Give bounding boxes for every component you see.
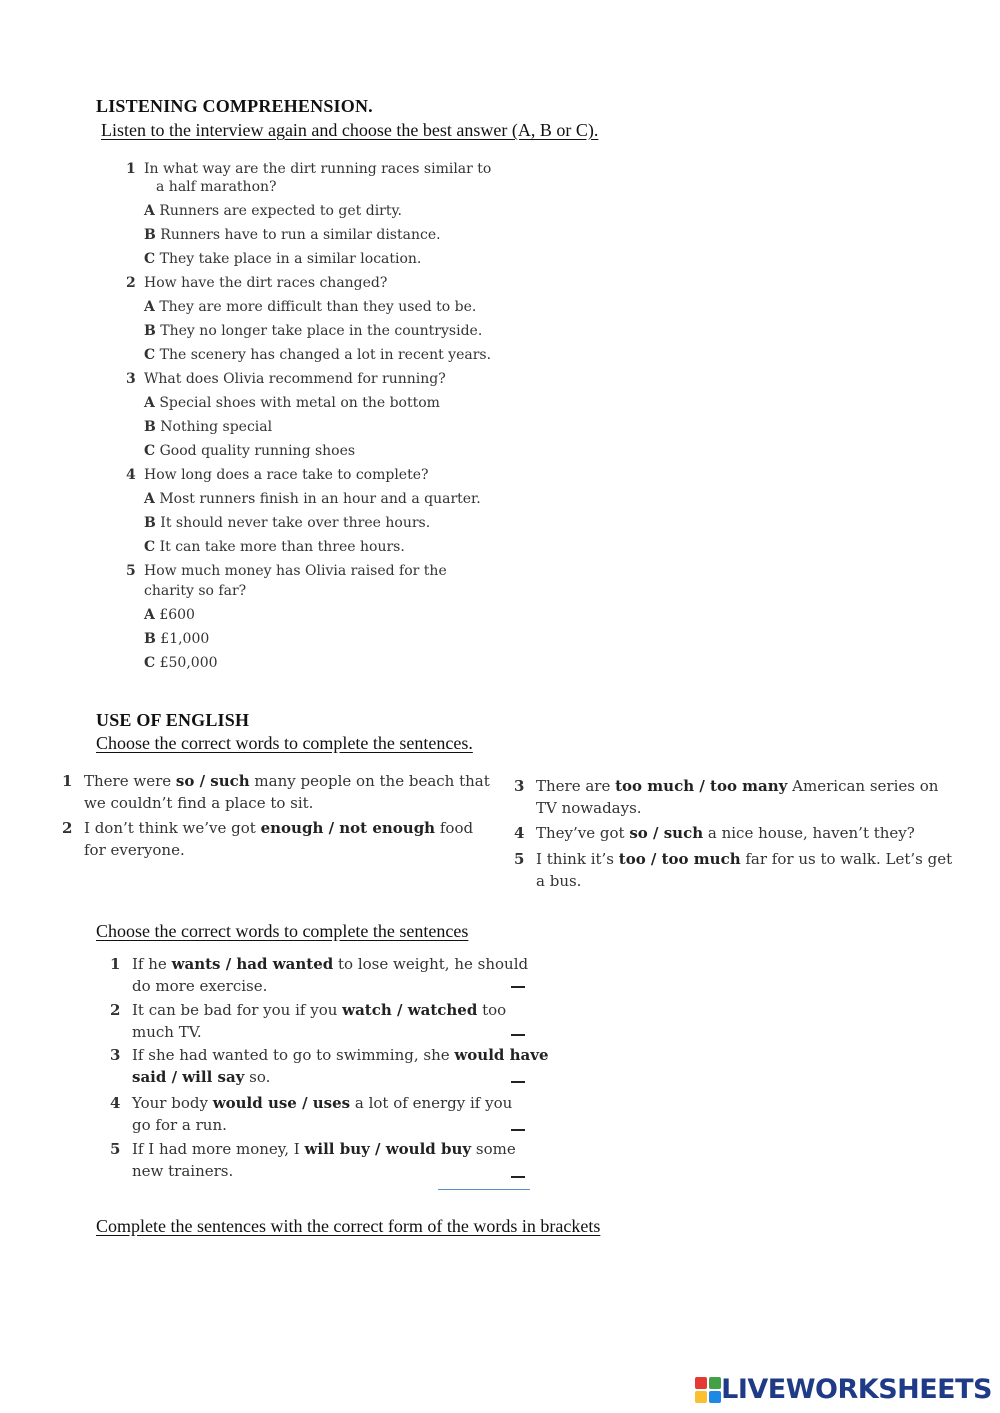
cond-item-5: 5 If I had more money, I will buy / would buy some new trainers. [110,1140,516,1180]
listening-questions [126,159,546,673]
choice[interactable]: watch / watched [342,1001,478,1019]
cond-item-2: 2 It can be bad for you if you watch / watched too much TV. [110,1001,507,1041]
choice[interactable]: would have said / will say [132,1046,549,1086]
choice[interactable]: too / too much [618,850,741,868]
question-5-cont: charity so far? [144,583,247,599]
cond-item-1: 1 If he wants / had wanted to lose weight, he should do more exercise. [110,955,529,995]
question-3: 3 What does Olivia recommend for running? [126,371,446,387]
listening-instruction: Listen to the interview again and choose the best answer (A, B or C). [101,120,599,140]
question-5: 5 How much money has Olivia raised for the [126,563,447,579]
word-formation-instruction: Complete the sentences with the correct form of the words in brackets [96,1216,601,1236]
option[interactable]: A £600 [144,607,195,623]
choice[interactable]: wants / had wanted [171,955,334,973]
question-2: 2 How have the dirt races changed? [126,275,388,291]
question-1: 1 In what way are the dirt running races similar to [126,161,492,177]
choice[interactable]: so / such [629,824,704,842]
uoe-item-1: 1 There were so / such many people on the beach that we couldn’t find a place to sit. [62,772,490,812]
option[interactable]: B They no longer take place in the countryside. [144,323,483,339]
uoe-item-4: 4 They’ve got so / such a nice house, haven’t they? [514,824,915,842]
use-of-english-title: USE OF ENGLISH [96,710,250,730]
option[interactable]: C It can take more than three hours. [144,539,405,555]
option[interactable]: C The scenery has changed a lot in recent years. [144,347,492,363]
option[interactable]: A Special shoes with metal on the bottom [144,395,440,411]
option[interactable]: A They are more difficult than they used to be. [144,299,477,315]
option[interactable]: B £1,000 [144,631,210,647]
logo-icon [695,1377,721,1403]
choice[interactable]: would use / uses [212,1094,351,1112]
option[interactable]: C Good quality running shoes [144,443,356,459]
choice[interactable]: enough / not enough [260,819,436,837]
uoe-item-3: 3 There are too much / too many American series on TV nowadays. [514,777,939,817]
answer-gap[interactable] [511,1081,525,1083]
answer-gap[interactable] [511,1176,525,1178]
answer-line [438,1189,530,1190]
choice[interactable]: too much / too many [615,777,788,795]
logo-text: LIVEWORKSHEETS [721,1374,992,1405]
cond-item-3: 3 If she had wanted to go to swimming, she would have said / will say so. [110,1046,549,1086]
use-of-english-instruction: Choose the correct words to complete the sentences. [96,733,473,753]
option[interactable]: C £50,000 [144,655,218,671]
uoe-item-2: 2 I don’t think we’ve got enough / not enough food for everyone. [62,819,474,859]
option[interactable]: B It should never take over three hours. [144,515,431,531]
cond-item-4: 4 Your body would use / uses a lot of energy if you go for a run. [110,1094,513,1134]
conditionals-instruction: Choose the correct words to complete the sentences [96,921,469,941]
option[interactable]: A Most runners finish in an hour and a quarter. [144,491,481,507]
answer-gap[interactable] [511,986,525,988]
choice[interactable]: so / such [175,772,250,790]
answer-gap[interactable] [511,1034,525,1036]
liveworksheets-logo [695,1374,992,1405]
option[interactable]: C They take place in a similar location. [144,251,422,267]
listening-title: LISTENING COMPREHENSION. [96,96,373,116]
option[interactable]: B Runners have to run a similar distance. [144,227,441,243]
answer-gap[interactable] [511,1129,525,1131]
option[interactable]: B Nothing special [144,419,273,435]
option[interactable]: A Runners are expected to get dirty. [144,203,402,219]
question-1-cont: a half marathon? [156,179,277,195]
question-4: 4 How long does a race take to complete? [126,467,429,483]
uoe-item-5: 5 I think it’s too / too much far for us to walk. Let’s get a bus. [514,850,953,890]
choice[interactable]: will buy / would buy [304,1140,472,1158]
